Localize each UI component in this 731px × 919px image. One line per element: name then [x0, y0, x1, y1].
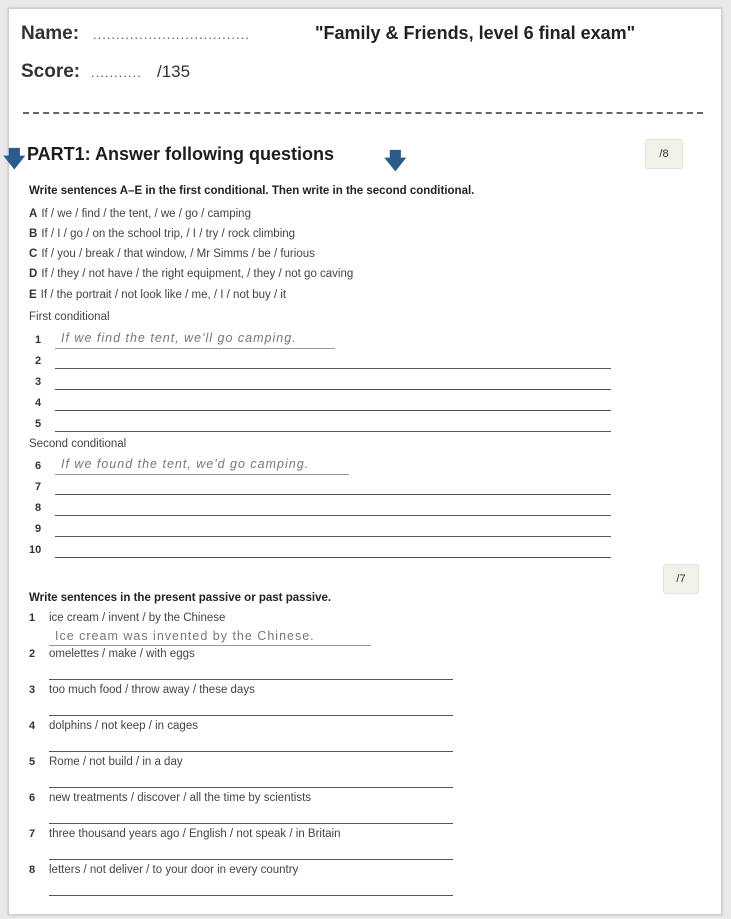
- exam-sheet: [3, 8, 722, 915]
- answer-line[interactable]: [55, 557, 611, 558]
- exercise1-instruction: Write sentences A–E in the first conditional. Then write in the second conditional.: [29, 185, 475, 197]
- prompt-item: C If / you / break / that window, / Mr Simms / be / furious: [29, 248, 315, 260]
- part1-score-box: /8: [645, 139, 683, 169]
- header-divider: [23, 112, 703, 114]
- item-number: 4: [29, 720, 36, 732]
- answer-line[interactable]: [49, 787, 453, 788]
- item-number: 10: [29, 544, 42, 556]
- passive-prompt: new treatments / discover / all the time by scientists: [49, 792, 312, 804]
- answer-line[interactable]: [55, 494, 611, 495]
- answer-line[interactable]: [49, 751, 453, 752]
- item-number: 1: [29, 612, 36, 624]
- passive-prompt: too much food / throw away / these days: [49, 684, 255, 696]
- item-number: 5: [35, 418, 42, 430]
- first-conditional-label: First conditional: [29, 311, 110, 323]
- item-number: 7: [35, 481, 42, 493]
- passive-prompt: letters / not deliver / to your door in every country: [49, 864, 299, 876]
- answer-line[interactable]: [55, 536, 611, 537]
- answer-line[interactable]: [55, 389, 611, 390]
- answer-line[interactable]: [55, 515, 611, 516]
- answer-line[interactable]: [55, 348, 335, 349]
- answer-line[interactable]: [55, 368, 611, 369]
- name-label: Name:: [21, 23, 80, 44]
- example-answer: If we found the tent, we'd go camping.: [61, 457, 310, 471]
- example-answer: Ice cream was invented by the Chinese.: [55, 629, 315, 643]
- passive-prompt: ice cream / invent / by the Chinese: [49, 612, 226, 624]
- item-number: 4: [35, 397, 42, 409]
- second-conditional-label: Second conditional: [29, 438, 127, 450]
- passive-prompt: three thousand years ago / English / not speak / in Britain: [49, 828, 341, 840]
- item-number: 6: [29, 792, 36, 804]
- score-label: Score:: [21, 61, 81, 82]
- name-blank[interactable]: ..................................: [93, 27, 250, 42]
- score-blank[interactable]: ...........: [91, 65, 142, 80]
- answer-line[interactable]: [49, 645, 371, 646]
- prompt-item: E If / the portrait / not look like / me, / I / not buy / it: [29, 289, 287, 301]
- answer-line[interactable]: [49, 823, 453, 824]
- arrow-down-icon: 🡇: [3, 146, 26, 171]
- item-number: 5: [29, 756, 36, 768]
- prompt-item: A If / we / find / the tent, / we / go / camping: [29, 208, 251, 220]
- exercise2-instruction: Write sentences in the present passive or past passive.: [29, 592, 332, 604]
- exercise2-score-box: /7: [663, 564, 699, 594]
- answer-line[interactable]: [49, 715, 453, 716]
- score-total: /135: [157, 62, 191, 81]
- answer-line[interactable]: [55, 474, 349, 475]
- item-number: 8: [35, 502, 42, 514]
- answer-line[interactable]: [55, 410, 611, 411]
- part-title: PART1: Answer following questions: [27, 144, 335, 164]
- item-number: 3: [35, 376, 42, 388]
- item-number: 1: [35, 334, 42, 346]
- passive-prompt: omelettes / make / with eggs: [49, 648, 195, 660]
- arrow-down-icon: 🡇: [384, 148, 407, 173]
- item-number: 9: [35, 523, 42, 535]
- answer-line[interactable]: [55, 431, 611, 432]
- item-number: 6: [35, 460, 42, 472]
- item-number: 2: [35, 355, 42, 367]
- item-number: 3: [29, 684, 36, 696]
- exam-title: "Family & Friends, level 6 final exam": [315, 23, 636, 43]
- passive-prompt: Rome / not build / in a day: [49, 756, 183, 768]
- answer-line[interactable]: [49, 859, 453, 860]
- passive-prompt: dolphins / not keep / in cages: [49, 720, 198, 732]
- answer-line[interactable]: [49, 895, 453, 896]
- answer-line[interactable]: [49, 679, 453, 680]
- item-number: 7: [29, 828, 36, 840]
- item-number: 2: [29, 648, 36, 660]
- item-number: 8: [29, 864, 36, 876]
- example-answer: If we find the tent, we'll go camping.: [61, 331, 297, 345]
- prompt-item: D If / they / not have / the right equipment, / they / not go caving: [29, 268, 354, 280]
- prompt-item: B If / I / go / on the school trip, / I / try / rock climbing: [29, 228, 296, 240]
